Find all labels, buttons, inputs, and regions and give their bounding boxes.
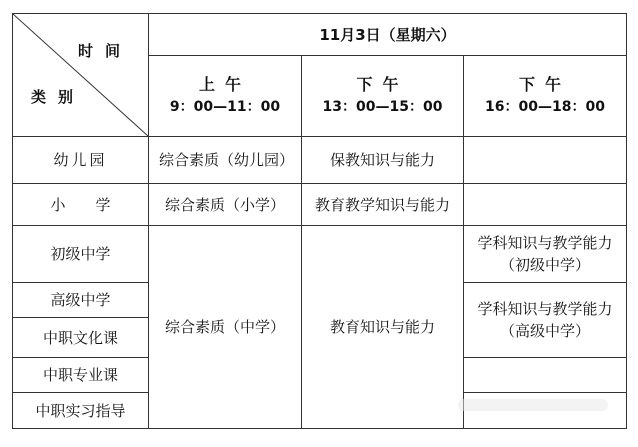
- senior-session-3: [464, 283, 627, 358]
- session-3-name: 下午: [519, 75, 572, 94]
- category-senior-high: 高级中学: [13, 283, 149, 318]
- session-header-3: [464, 56, 627, 137]
- session-2-name: 下午: [356, 75, 409, 94]
- diagonal-line: [13, 14, 148, 136]
- date-header: 11月3日（星期六）: [149, 14, 627, 56]
- kindergarten-session-2: 保教知识与能力: [302, 137, 464, 184]
- junior-subject-3: 学科知识与教学能力（初级中学）: [477, 234, 613, 274]
- category-primary: 小 学: [13, 184, 149, 226]
- category-vocational-professional: 中职专业课: [13, 358, 149, 393]
- header-diagonal-cell: [13, 14, 149, 137]
- junior-session-3: [464, 226, 627, 283]
- category-kindergarten: 幼儿园: [13, 137, 149, 184]
- secondary-session-1: 综合素质（中学）: [149, 226, 302, 429]
- category-vocational-internship: 中职实习指导: [13, 393, 149, 429]
- category-label: 类别: [31, 88, 86, 106]
- senior-subject-3: 学科知识与教学能力（高级中学）: [477, 300, 613, 340]
- session-3-time: 16：00—18：00: [485, 99, 605, 115]
- primary-session-3-empty: [464, 184, 627, 226]
- session-1-time: 9：00—11：00: [169, 99, 281, 115]
- primary-session-1: 综合素质（小学）: [149, 184, 302, 226]
- watermark: [458, 397, 608, 413]
- category-vocational-culture: 中职文化课: [13, 318, 149, 358]
- session-header-1: [149, 56, 302, 137]
- kindergarten-subject-1: 综合素质（幼儿园）: [159, 151, 295, 169]
- kindergarten-session-1: [149, 137, 302, 184]
- time-label: 时间: [77, 42, 132, 60]
- session-1-name: 上午: [198, 75, 251, 94]
- vocational-professional-session-3-empty: [464, 358, 627, 393]
- exam-schedule-table: [12, 13, 627, 429]
- kindergarten-session-3-empty: [464, 137, 627, 184]
- secondary-session-2: 教育知识与能力: [302, 226, 464, 429]
- primary-session-2: 教育教学知识与能力: [302, 184, 464, 226]
- category-junior-high: 初级中学: [13, 226, 149, 283]
- session-2-time: 13：00—15：00: [322, 99, 443, 115]
- session-header-2: [302, 56, 464, 137]
